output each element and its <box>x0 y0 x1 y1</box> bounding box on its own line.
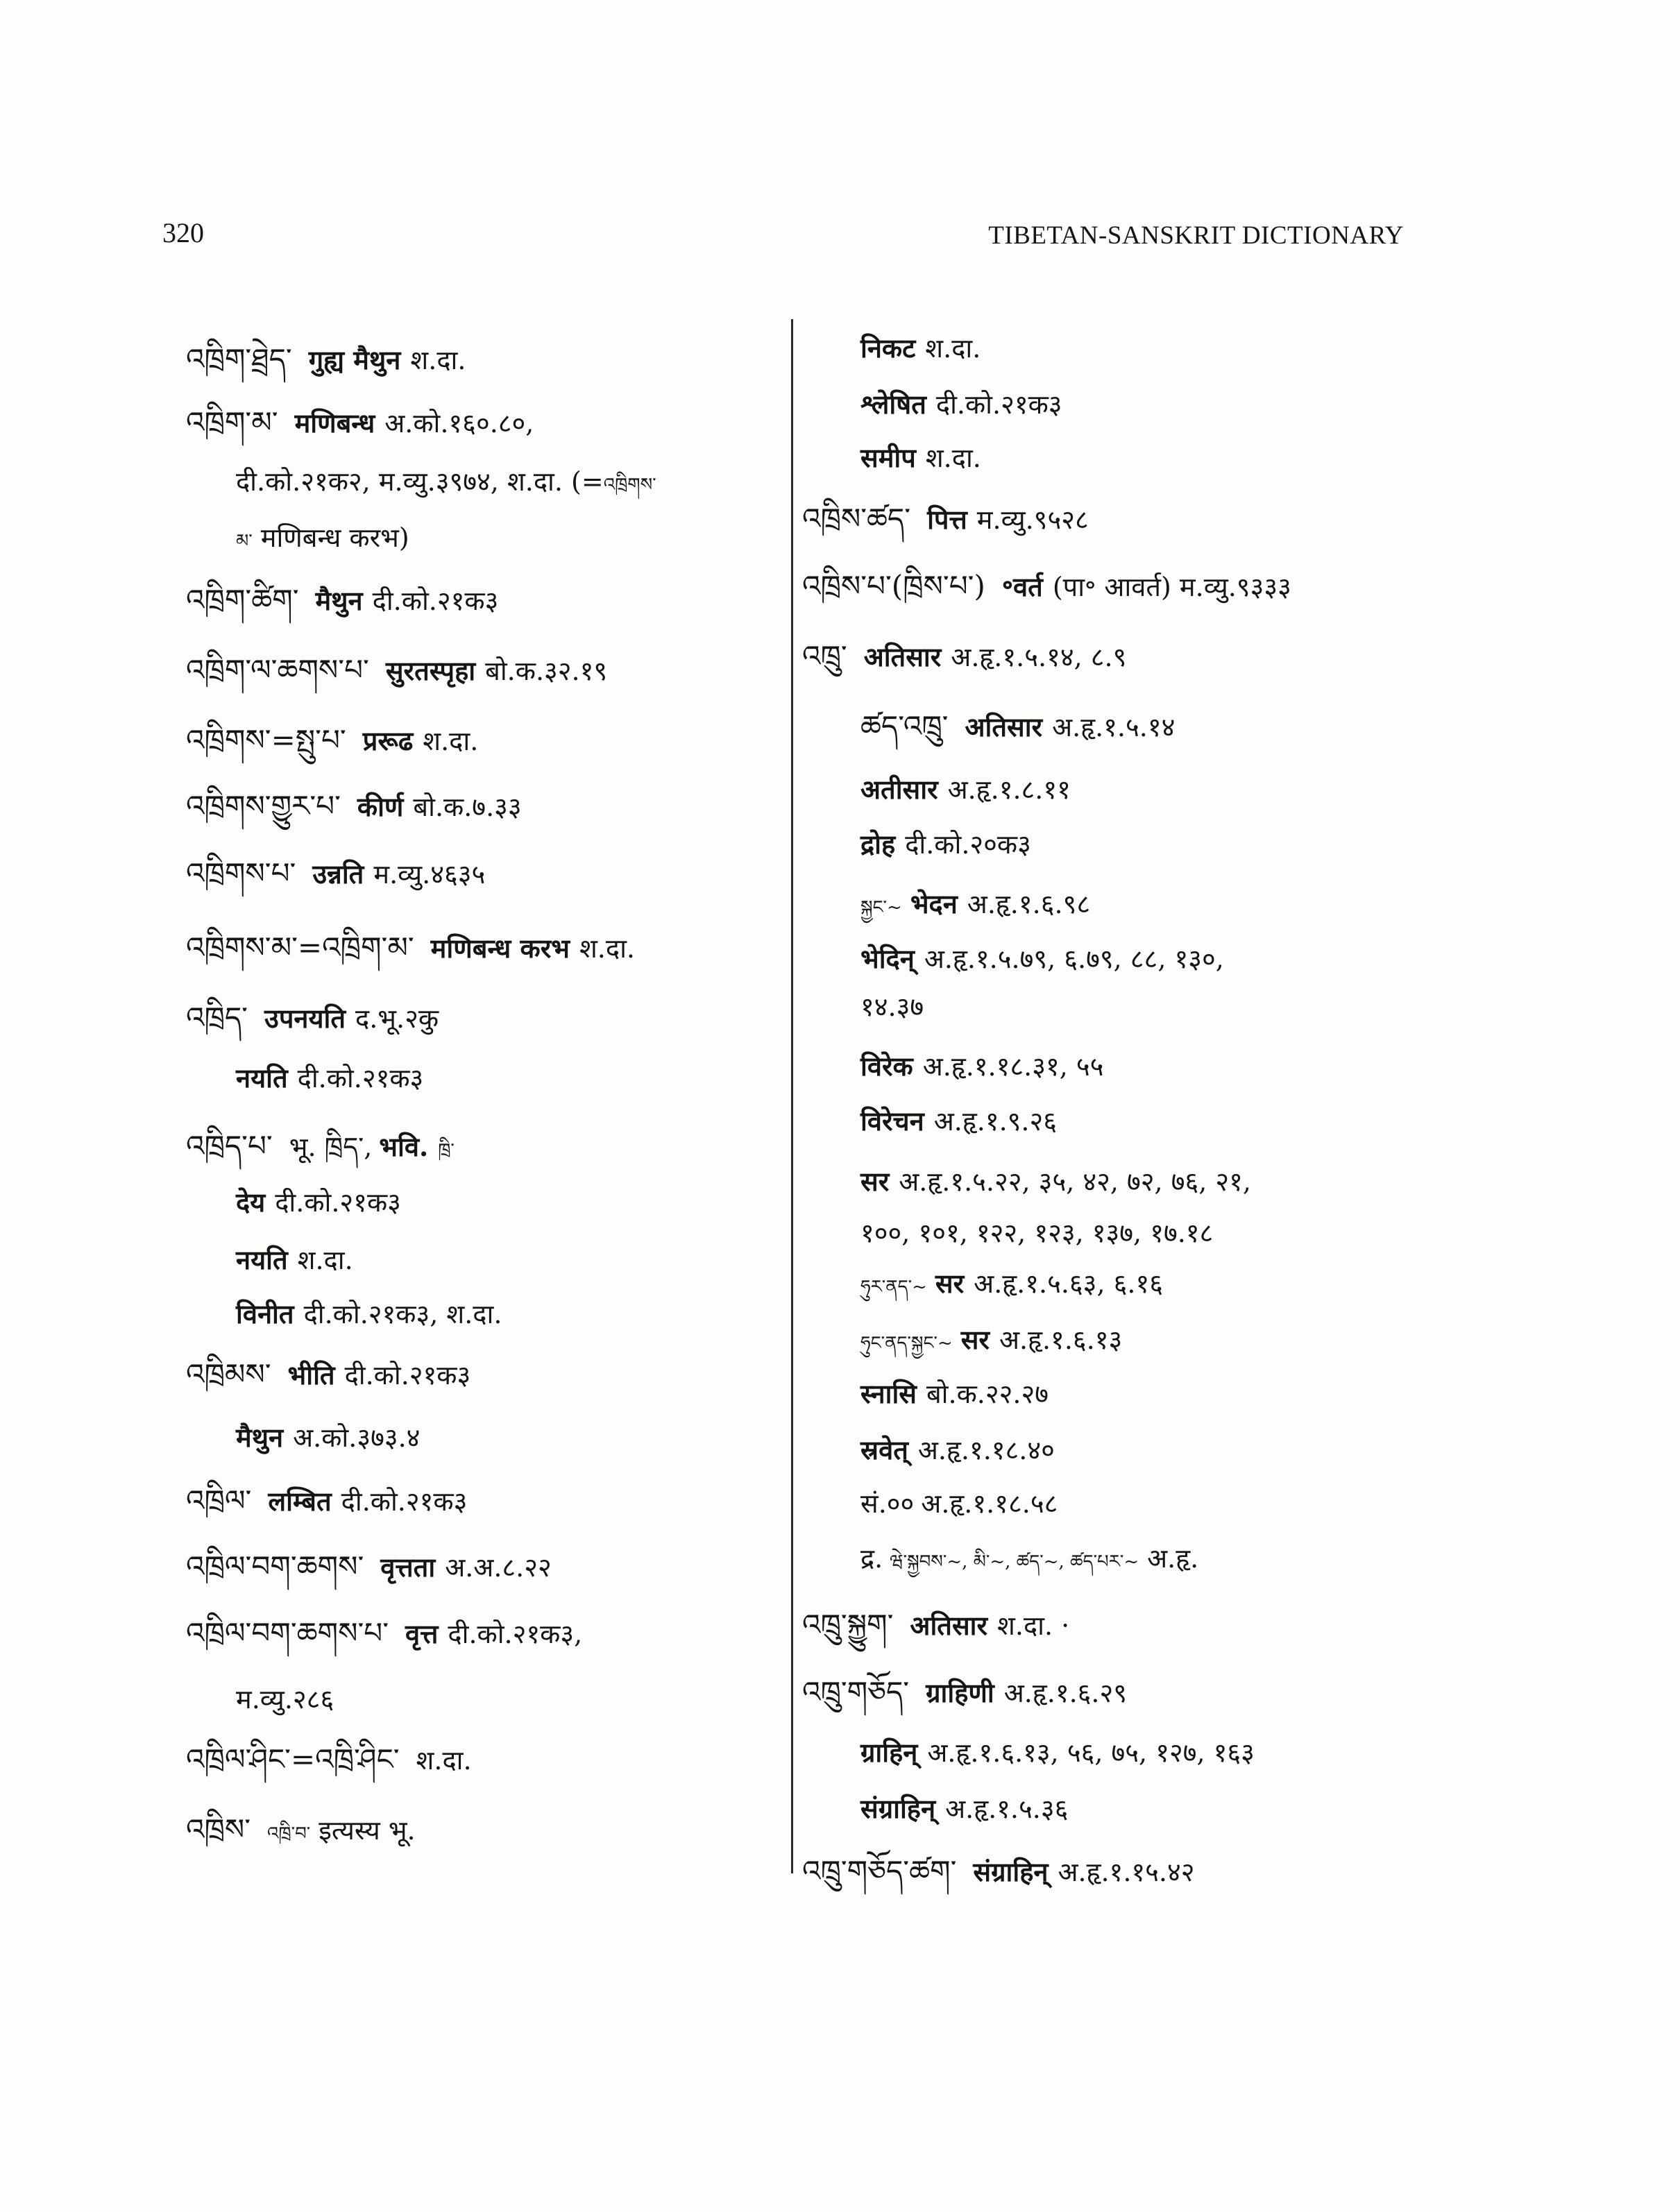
continuation-line <box>860 939 1231 978</box>
entry-line <box>186 1547 559 1587</box>
sanskrit-equivalent: निकट <box>860 332 916 364</box>
tibetan-headword: འཁྲིགས་=སྤུ་པ་ <box>186 723 346 757</box>
continuation-line <box>236 1295 509 1334</box>
reference: दी.को.२१क३ <box>297 1063 424 1094</box>
sanskrit-equivalent: ॰वर्त <box>1001 571 1043 602</box>
reference: बो.क.३२.१९ <box>485 656 608 686</box>
sanskrit-equivalent: सर <box>935 1268 965 1299</box>
reference: दी.को.२१क३ <box>341 1486 468 1517</box>
entry-line <box>186 998 446 1038</box>
continuation-line <box>860 1789 1075 1828</box>
tibetan-headword: འཁྲིས་པ་(ཁྲིས་པ་) <box>802 569 985 603</box>
continuation-line <box>860 329 987 368</box>
sanskrit-equivalent: वृत्त <box>405 1618 439 1649</box>
continuation-line <box>236 518 416 561</box>
continuation-line <box>860 1484 1064 1523</box>
tibetan-headword: འཁྲིགས་མ་=འཁྲིག་མ་ <box>186 930 414 964</box>
tibetan-headword: འཁྲིད་པ་ <box>186 1129 273 1163</box>
continuation-line <box>236 1183 408 1222</box>
tibetan-headword: འཁྲིག་ལ་ཆགས་པ་ <box>186 653 369 687</box>
sanskrit-equivalent: ग्राहिणी <box>926 1677 994 1708</box>
reference: श.दा. · <box>997 1610 1070 1641</box>
continuation-line <box>860 1214 1220 1252</box>
grammar-label: भवि. <box>379 1131 429 1162</box>
tibetan-headword: འཁྲིལ་བག་ཆགས་ <box>186 1549 364 1583</box>
reference: दी.को.२१क३ <box>344 1360 471 1390</box>
reference: श.दा. <box>423 726 479 756</box>
sanskrit-equivalent: सर <box>860 1166 890 1197</box>
tibetan-headword: འཁྲིག་ཐྲེད་ <box>186 342 292 376</box>
entry-line <box>186 1127 463 1170</box>
continuation-line <box>860 825 1038 864</box>
tibetan-note: མ་ <box>236 531 253 552</box>
continuation-line <box>236 1059 430 1098</box>
reference: दी.को.२१क३ <box>372 586 499 616</box>
entry-line <box>802 1606 1076 1645</box>
reference: अ.हृ.१.९.२६ <box>933 1106 1058 1137</box>
tibetan-note: འཁྲི་བ་ <box>267 1823 311 1844</box>
sanskrit-equivalent: वृत्तता <box>380 1551 436 1583</box>
tibetan-headword: འཁྲིམས་ <box>186 1357 271 1391</box>
entry-line <box>802 500 1096 539</box>
reference: अ.हृ.१.८.११ <box>947 774 1071 805</box>
tibetan-headword: འཁྲིལ་བག་ཆགས་པ་ <box>186 1616 389 1650</box>
sanskrit-equivalent: सुरतस्पृहा <box>385 655 476 686</box>
tibetan-headword: འཁྲིལ་ <box>186 1483 252 1517</box>
entry-line <box>186 1481 474 1521</box>
entry-line <box>802 637 1133 677</box>
reference: दी.को.२१क३, <box>448 1619 583 1649</box>
tibetan-subheadword: ཚད་འཁྲུ་ <box>860 709 949 743</box>
reference: अ.को.३७३.४ <box>293 1422 421 1453</box>
continuation-line <box>860 1162 1258 1201</box>
reference: अ.हृ.१.६.९८ <box>967 889 1091 919</box>
tibetan-headword: འཁྲིས་ཚད་ <box>802 502 911 536</box>
reference: अ.हृ.१.१८.४० <box>917 1435 1055 1465</box>
reference: दी.को.२१क२, म.व्यु.३९७४, श.दा. (= <box>236 466 604 497</box>
sanskrit-equivalent: मैथुन <box>236 1422 284 1453</box>
sanskrit-equivalent: स्रवेत् <box>860 1434 908 1465</box>
tibetan-headword: འཁྲིག་མ་ <box>186 405 278 439</box>
sanskrit-equivalent: अतीसार <box>860 774 938 805</box>
sanskrit-equivalent: कीर्ण <box>357 791 404 822</box>
entry-line <box>186 1810 423 1853</box>
reference: १४.३७ <box>860 992 924 1022</box>
entry-line <box>186 854 492 894</box>
reference: अ.हृ.१.६.२९ <box>1003 1678 1128 1708</box>
entry-line <box>186 340 473 380</box>
sanskrit-equivalent: विनीत <box>236 1298 294 1329</box>
sanskrit-equivalent: मैथुन <box>315 585 363 616</box>
cross-reference-line <box>860 1539 1205 1581</box>
tibetan-note: ཧུར་ནད་~ <box>860 1277 927 1298</box>
reference: द.भू.२कु <box>355 1003 439 1034</box>
reference: दी.को.२१क३ <box>275 1187 401 1218</box>
sanskrit-equivalent: भीति <box>287 1359 335 1390</box>
entry-line <box>186 721 485 760</box>
entry-line <box>186 928 642 968</box>
sanskrit-equivalent: विरेक <box>860 1050 913 1082</box>
sanskrit-equivalent: देय <box>236 1186 266 1218</box>
grammar-note: इत्यस्य भू. <box>319 1815 416 1846</box>
reference: अ.हृ. <box>1147 1543 1199 1574</box>
entry-line <box>186 651 614 690</box>
continuation-line <box>236 1418 427 1457</box>
continuation-line <box>236 1241 360 1279</box>
entry-line <box>186 403 541 443</box>
reference: अ.हृ.१.६.१३, ५६, ७५, १२७, १६३ <box>927 1737 1255 1768</box>
sanskrit-equivalent: भेदन <box>910 888 958 919</box>
entry-line <box>186 787 529 826</box>
entry-line <box>802 1852 1202 1891</box>
sanskrit-equivalent: गुह्य मैथुन <box>308 344 401 375</box>
sanskrit-equivalent: उपनयति <box>264 1003 346 1034</box>
continuation-line <box>860 1375 1055 1413</box>
sanskrit-equivalent: अतिसार <box>863 641 942 672</box>
sanskrit-equivalent: संग्राहिन् <box>860 1793 936 1824</box>
sanskrit-equivalent: प्ररूढ <box>362 725 414 756</box>
tibetan-headword: འཁྲིགས་གྱུར་པ་ <box>186 789 341 823</box>
continuation-line <box>860 1733 1262 1772</box>
continuation-line <box>236 1680 341 1719</box>
entry-line <box>186 1355 477 1395</box>
reference: अ.हृ.१.६.१३ <box>999 1325 1123 1355</box>
tibetan-note: ཧུང་ནད་སྐྱང་~ <box>860 1333 953 1354</box>
continuation-line <box>860 1431 1062 1470</box>
sanskrit-equivalent: समीप <box>860 442 916 473</box>
reference: श.दा. <box>297 1245 353 1275</box>
tibetan-headword: འཁྲུ་གཅོད་ <box>802 1675 910 1709</box>
see-also-label: द्र. <box>860 1543 883 1574</box>
reference: अ.हृ.१.१५.४२ <box>1058 1857 1195 1887</box>
continuation-line <box>236 462 665 504</box>
continuation-line <box>860 439 988 477</box>
entry-line <box>186 1740 479 1780</box>
reference: १००, १०१, १२२, १२३, १३७, १७.१८ <box>860 1218 1214 1248</box>
reference: दी.को.२१क३, श.दा. <box>303 1299 502 1329</box>
reference: अ.हृ.१.५.१४, ८.९ <box>951 642 1127 672</box>
sanskrit-equivalent: ग्राहिन् <box>860 1737 918 1768</box>
entry-line <box>186 1614 589 1653</box>
entry-line <box>802 567 1298 606</box>
reference: अ.हृ.१.५.२२, ३५, ४२, ७२, ७६, २१, <box>899 1166 1251 1197</box>
reference: बो.क.२२.२७ <box>926 1379 1049 1409</box>
tibetan-headword: འཁྲུ་གཅོད་ཚག་ <box>802 1854 957 1888</box>
sanskrit-equivalent: लम्बित <box>268 1486 332 1517</box>
subentry-line <box>860 707 1182 747</box>
column-divider <box>791 319 793 1873</box>
reference: श.दा. <box>925 333 981 364</box>
running-header: TIBETAN-SANSKRIT DICTIONARY <box>988 221 1404 250</box>
tibetan-note: སྐྱང་~ <box>860 897 902 918</box>
reference: श.दा. <box>925 443 981 473</box>
reference: श.दा. <box>416 1745 472 1776</box>
tibetan-headword: འཁྲུ་ <box>802 639 847 673</box>
tibetan-note: འཁྲིགས་ <box>603 475 656 495</box>
reference: म.व्यु.२८६ <box>236 1684 334 1715</box>
sanskrit-equivalent: मणिबन्ध <box>294 407 375 439</box>
grammar-note: भू. ཁྲིད་, <box>289 1132 373 1162</box>
subentry-line <box>860 1264 1170 1307</box>
sanskrit-equivalent: संग्राहिन् <box>973 1856 1049 1887</box>
reference: अ.हृ.१.१८.३१, ५५ <box>922 1051 1104 1082</box>
reference: म.व्यु.९५२८ <box>976 504 1089 535</box>
continuation-line <box>860 385 1069 424</box>
sanskrit-equivalent: विरेचन <box>860 1105 924 1137</box>
tibetan-note: ཁྲི་ <box>438 1140 455 1161</box>
subentry-line <box>860 885 1097 927</box>
reference: अ.हृ.१.५.७९, ६.७९, ८८, १३०, <box>924 944 1224 974</box>
sanskrit-equivalent: भेदिन् <box>860 943 915 974</box>
sanskrit-equivalent: नयति <box>236 1062 288 1094</box>
reference: श.दा. <box>410 345 466 375</box>
reference: श.दा. <box>579 933 635 964</box>
reference: म.व्यु.४६३५ <box>373 859 486 890</box>
tibetan-headword: འཁྲིགས་པ་ <box>186 856 296 890</box>
tibetan-headword: འཁྲིག་ཚིག་ <box>186 583 299 617</box>
abbreviation: सं.०० <box>860 1488 915 1519</box>
sanskrit-equivalent: मणिबन्ध करभ <box>430 933 570 964</box>
tibetan-headword: འཁྲིལ་ཤིང་=འཁྲི་ཤིང་ <box>186 1742 400 1776</box>
sanskrit-equivalent: अतिसार <box>910 1610 988 1641</box>
reference: (पा॰ आवर्त) म.व्यु.९३३३ <box>1052 572 1291 602</box>
entry-line <box>186 581 505 620</box>
page-number: 320 <box>162 217 204 248</box>
reference: अ.हृ.१.५.३६ <box>945 1794 1069 1824</box>
tibetan-note: ཝེ་སྐྱབས་~, མི་~, ཚད་~, ཚད་པར་~ <box>890 1551 1139 1572</box>
subentry-line <box>860 1320 1129 1363</box>
continuation-line <box>860 1047 1110 1086</box>
tibetan-headword: འཁྲིད་ <box>186 1001 248 1035</box>
reference: अ.हृ.१.५.१४ <box>1052 712 1176 742</box>
reference: अ.हृ.१.१८.५८ <box>921 1488 1058 1519</box>
sanskrit-equivalent: उन्नति <box>312 858 364 890</box>
reference: बो.क.७.३३ <box>413 792 522 822</box>
tibetan-headword: འཁྲིས་ <box>186 1812 251 1846</box>
reference: अ.हृ.१.५.६३, ६.१६ <box>974 1268 1163 1299</box>
reference: दी.को.२१क३ <box>935 389 1062 420</box>
reference: दी.को.२०क३ <box>905 829 1031 860</box>
sanskrit-equivalent: स्नासि <box>860 1378 917 1409</box>
tibetan-headword: འཁྲུ་སྐྱུག་ <box>802 1608 894 1642</box>
entry-line <box>802 1673 1134 1712</box>
sanskrit-equivalent: द्रोह <box>860 828 896 860</box>
continuation-line <box>860 1102 1064 1141</box>
reference: मणिबन्ध करभ) <box>260 522 409 553</box>
sanskrit-equivalent: पित्त <box>927 504 967 535</box>
sanskrit-equivalent: नयति <box>236 1244 288 1275</box>
sanskrit-equivalent: अतिसार <box>965 711 1043 742</box>
sanskrit-equivalent: श्लेषित <box>860 389 926 420</box>
reference: अ.अ.८.२२ <box>445 1552 552 1583</box>
continuation-line <box>860 987 931 1026</box>
sanskrit-equivalent: सर <box>960 1324 990 1355</box>
reference: अ.को.१६०.८०, <box>384 408 534 439</box>
continuation-line <box>860 770 1078 809</box>
